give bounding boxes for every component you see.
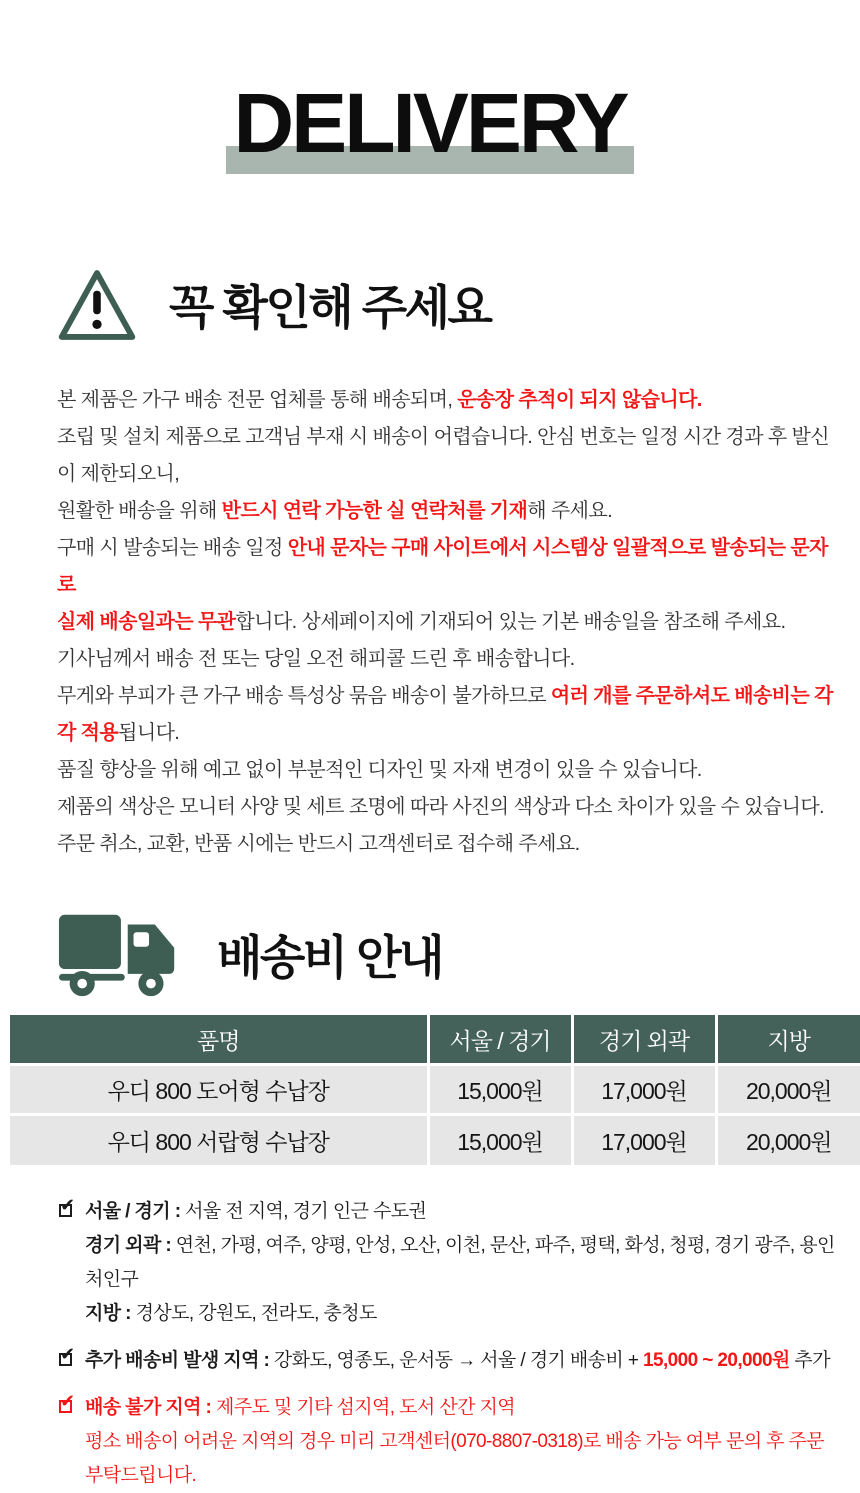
note-line <box>57 1229 842 1297</box>
notice-paragraph <box>57 752 842 789</box>
title-wrap <box>233 76 627 170</box>
text-segment: 품질 향상을 위해 예고 없이 부분적인 디자인 및 자재 변경이 있을 수 있습니다. <box>57 758 702 781</box>
shipping-note <box>57 1344 842 1378</box>
note-line <box>57 1297 842 1331</box>
text-segment: 반드시 연락 가능한 실 연락처를 기재 <box>221 499 528 522</box>
text-segment: 실제 배송일과는 무관 <box>57 610 236 633</box>
shipping-table-body <box>10 1065 860 1165</box>
shipping-note <box>57 1391 842 1493</box>
text-segment: 본 제품은 가구 배송 전문 업체를 통해 배송되며, <box>57 388 458 411</box>
notice-heading: 꼭 확인해 주세요 <box>169 281 491 335</box>
table-cell: 17,000원 <box>572 1115 716 1165</box>
shipping-fee-table <box>10 1015 860 1165</box>
table-cell: 17,000원 <box>572 1065 716 1115</box>
text-segment: 안내 문자는 구매 사이트에서 시스템상 일괄적으로 발송되는 문자로 <box>57 536 828 596</box>
notice-paragraph <box>57 789 842 826</box>
note-line <box>57 1425 842 1493</box>
page-title: DELIVERY <box>233 76 627 170</box>
table-cell: 우디 800 서랍형 수납장 <box>10 1115 428 1165</box>
text-segment: 원활한 배송을 위해 <box>57 499 222 522</box>
shipping-table-head-row <box>10 1015 860 1065</box>
note-line <box>57 1195 842 1229</box>
text-segment: 경상도, 강원도, 전라도, 충청도 <box>135 1302 377 1324</box>
notice-paragraph <box>57 641 842 678</box>
text-segment: 제품의 색상은 모니터 사양 및 세트 조명에 따라 사진의 색상과 다소 차이가 있을 수 있습니다. <box>57 795 824 818</box>
text-segment: 강화도, 영종도, 운서동 → 서울 / 경기 배송비 + <box>273 1349 644 1371</box>
checkbox-icon <box>59 1400 72 1413</box>
table-cell: 20,000원 <box>716 1115 860 1165</box>
text-segment: 조립 및 설치 제품으로 고객님 부재 시 배송이 어렵습니다. 안심 번호는 일정 시간 경과 후 발신이 제한되오니, <box>57 425 829 485</box>
warning-triangle-icon <box>55 266 139 344</box>
notice-paragraph <box>57 419 842 493</box>
table-header-cell: 품명 <box>10 1015 428 1065</box>
notice-paragraph <box>57 604 842 641</box>
table-header-cell: 경기 외곽 <box>572 1015 716 1065</box>
checkbox-icon <box>59 1204 72 1217</box>
table-header-cell: 지방 <box>716 1015 860 1065</box>
text-segment: 주문 취소, 교환, 반품 시에는 반드시 고객센터로 접수해 주세요. <box>57 832 580 855</box>
text-segment: 제주도 및 기타 섬지역, 도서 산간 지역 <box>215 1396 516 1418</box>
truck-icon <box>55 909 183 1001</box>
text-segment: 운송장 추적이 되지 않습니다. <box>457 388 702 411</box>
text-segment: 평소 배송이 어려운 지역의 경우 미리 고객센터(070-8807-0318)로 배송 가능 여부 문의 후 주문 부탁드립니다. <box>85 1430 825 1486</box>
note-line <box>57 1391 842 1425</box>
text-segment: 서울 전 지역, 경기 인근 수도권 <box>185 1200 427 1222</box>
shipping-section-head <box>55 909 860 1001</box>
title-block <box>0 0 860 170</box>
text-segment: 연천, 가평, 여주, 양평, 안성, 오산, 이천, 문산, 파주, 평택, 화성, 청평, 경기 광주, 용인 처인구 <box>85 1234 835 1290</box>
text-segment: 추가 배송비 발생 지역 : <box>85 1349 274 1371</box>
notice-paragraph <box>57 530 842 604</box>
shipping-heading: 배송비 안내 <box>217 931 443 985</box>
table-cell: 15,000원 <box>428 1115 572 1165</box>
text-segment: 됩니다. <box>118 721 180 744</box>
note-line <box>57 1344 842 1378</box>
text-segment: 15,000 ~ 20,000원 <box>643 1349 790 1371</box>
text-segment: 지방 : <box>85 1302 136 1324</box>
text-segment: 경기 외곽 : <box>85 1234 176 1256</box>
table-cell: 15,000원 <box>428 1065 572 1115</box>
text-segment: 기사님께서 배송 전 또는 당일 오전 해피콜 드린 후 배송합니다. <box>57 647 575 670</box>
text-segment: 구매 시 발송되는 배송 일정 <box>57 536 288 559</box>
notice-paragraph <box>57 493 842 530</box>
shipping-table-head <box>10 1015 860 1065</box>
shipping-notes <box>57 1195 842 1493</box>
text-segment: 합니다. 상세페이지에 기재되어 있는 기본 배송일을 참조해 주세요. <box>235 610 786 633</box>
table-row <box>10 1065 860 1115</box>
table-cell: 20,000원 <box>716 1065 860 1115</box>
notice-paragraphs <box>57 382 842 863</box>
notice-paragraph <box>57 678 842 752</box>
table-cell: 우디 800 도어형 수납장 <box>10 1065 428 1115</box>
text-segment: 서울 / 경기 : <box>85 1200 186 1222</box>
notice-paragraph <box>57 382 842 419</box>
text-segment: 여러 개를 주문하셔도 배송비는 각각 적용 <box>57 684 833 744</box>
shipping-note <box>57 1195 842 1331</box>
table-header-cell: 서울 / 경기 <box>428 1015 572 1065</box>
text-segment: 배송 불가 지역 : <box>85 1396 216 1418</box>
text-segment: 해 주세요. <box>527 499 613 522</box>
text-segment: 무게와 부피가 큰 가구 배송 특성상 묶음 배송이 불가하므로 <box>57 684 551 707</box>
text-segment: 추가 <box>789 1349 830 1371</box>
notice-paragraph <box>57 826 842 863</box>
notice-section-head <box>55 266 860 344</box>
checkbox-icon <box>59 1353 72 1366</box>
table-row <box>10 1115 860 1165</box>
